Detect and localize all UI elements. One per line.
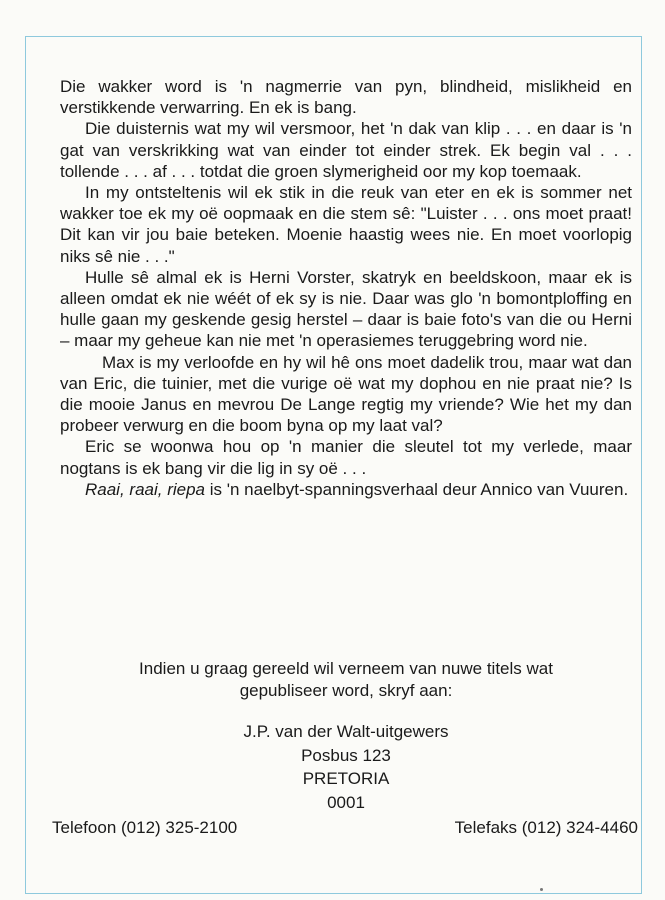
- publisher-address: [60, 720, 632, 814]
- subscription-notice: [60, 658, 632, 701]
- notice-line-2: gepubliseer word, skryf aan:: [239, 680, 453, 700]
- city: PRETORIA: [302, 769, 390, 788]
- paragraph-1: Die wakker word is 'n nagmerrie van pyn, blindheid, mislikheid en verstikkende verwarring. En ek is bang.: [60, 77, 632, 118]
- telephone-number: Telefoon (012) 325-2100: [52, 818, 238, 837]
- notice-line-1: Indien u graag gereeld wil verneem van nuwe titels wat: [139, 659, 553, 678]
- paragraph-2: Die duisternis wat my wil versmoor, het 'n dak van klip . . . en daar is 'n gat van verskrikking wat van einder tot einder strek. Ek begin val . . . tollende . . . af . . . totdat die groen slymerigheid oor my kop toemaak.: [60, 119, 632, 181]
- paper-speck: [540, 888, 543, 891]
- paragraph-4: Hulle sê almal ek is Herni Vorster, skatryk en beeldskoon, maar ek is alleen omdat ek nie wéét of ek sy is nie. Daar was glo 'n bomontploffing en hulle gaan my geskende gesig herstel – daar is baie foto's van die ou Herni – maar my geheue kan nie met 'n operasiemes teruggebring word nie.: [60, 267, 632, 351]
- paragraph-6: Eric se woonwa hou op 'n manier die sleutel tot my verlede, maar nogtans is ek bang vir die lig in sy oë . . .: [60, 437, 632, 478]
- blurb-text: [60, 76, 632, 500]
- paragraph-5: Max is my verloofde en hy wil hê ons moet dadelik trou, maar wat dan van Eric, die tuinier, met die vurige oë wat my dophou en nie praat nie? Is die mooie Janus en mevrou De Lange regtig my vriende? Wie het my dan probeer verwurg en die boom byna op my laat val?: [60, 352, 632, 436]
- postal-code: 0001: [327, 792, 365, 812]
- contact-row: [52, 818, 638, 838]
- closing-text: is 'n naelbyt-spanningsverhaal deur Annico van Vuuren.: [205, 479, 629, 499]
- publisher-name: J.P. van der Walt-uitgewers: [243, 722, 449, 741]
- book-title: Raai, raai, riepa: [85, 479, 206, 499]
- fax-number: Telefaks (012) 324-4460: [454, 818, 638, 837]
- closing-paragraph: [60, 479, 632, 500]
- po-box: Posbus 123: [301, 745, 391, 765]
- paragraph-3: In my ontsteltenis wil ek stik in die reuk van eter en ek is sommer net wakker toe ek my oë oopmaak en die stem sê: "Luister . . . ons moet praat! Dit kan vir jou baie beteken. Moenie haastig wees nie. En moet voorlopig niks sê nie . . .": [60, 183, 632, 266]
